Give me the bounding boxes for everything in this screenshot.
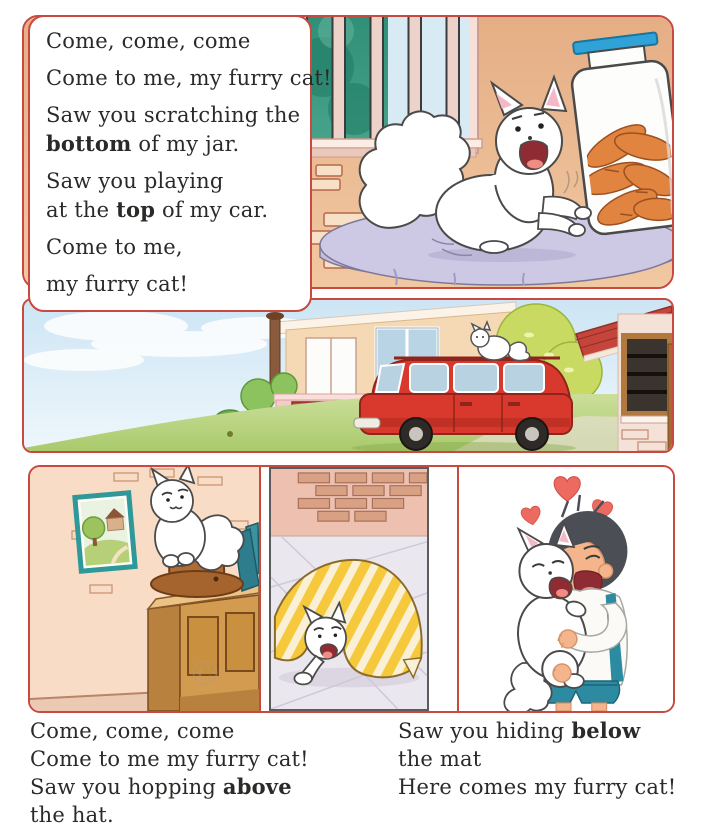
bottom-illustration-strip	[28, 465, 675, 713]
flower	[227, 431, 233, 437]
hug-scene-illustration	[459, 467, 673, 711]
poem-line: Here comes my furry cat!	[398, 775, 677, 799]
verse-left-column	[30, 717, 380, 829]
poem-line: bottom of my jar.	[46, 131, 240, 156]
poem-line: Saw you scratching the	[46, 103, 301, 127]
mat-scene-illustration	[271, 469, 427, 709]
poem-line: at the top of my car.	[46, 197, 269, 222]
poem-line: Come to me,	[46, 235, 183, 259]
cabinet-illustration	[148, 583, 259, 711]
bottom-left-panel	[30, 467, 259, 711]
poem-line: Saw you playing	[46, 169, 224, 193]
poem-line: the mat	[398, 747, 482, 771]
poem-line: Come, come, come	[46, 29, 251, 53]
picture-frame-illustration	[75, 493, 135, 571]
poem-line: Come to me, my furry cat!	[46, 66, 332, 90]
poem-line: Saw you hiding below	[398, 718, 641, 743]
verse-right-column	[398, 717, 698, 801]
hat-scene-illustration	[30, 467, 259, 711]
middle-scene-illustration	[24, 300, 672, 451]
poem-line: the hat.	[30, 803, 114, 827]
right-building	[618, 314, 672, 451]
poem-line: Come to me my furry cat!	[30, 747, 309, 771]
bottom-middle-panel	[269, 467, 429, 711]
middle-illustration-panel	[22, 298, 674, 453]
poem-line: Saw you hopping above	[30, 774, 292, 799]
poem-box	[28, 15, 332, 312]
poem-line: my furry cat!	[46, 272, 189, 296]
panel-divider	[259, 467, 261, 711]
bottom-right-panel	[457, 467, 673, 711]
watermark: ©	[188, 654, 222, 694]
poem-line: Come, come, come	[30, 719, 235, 743]
